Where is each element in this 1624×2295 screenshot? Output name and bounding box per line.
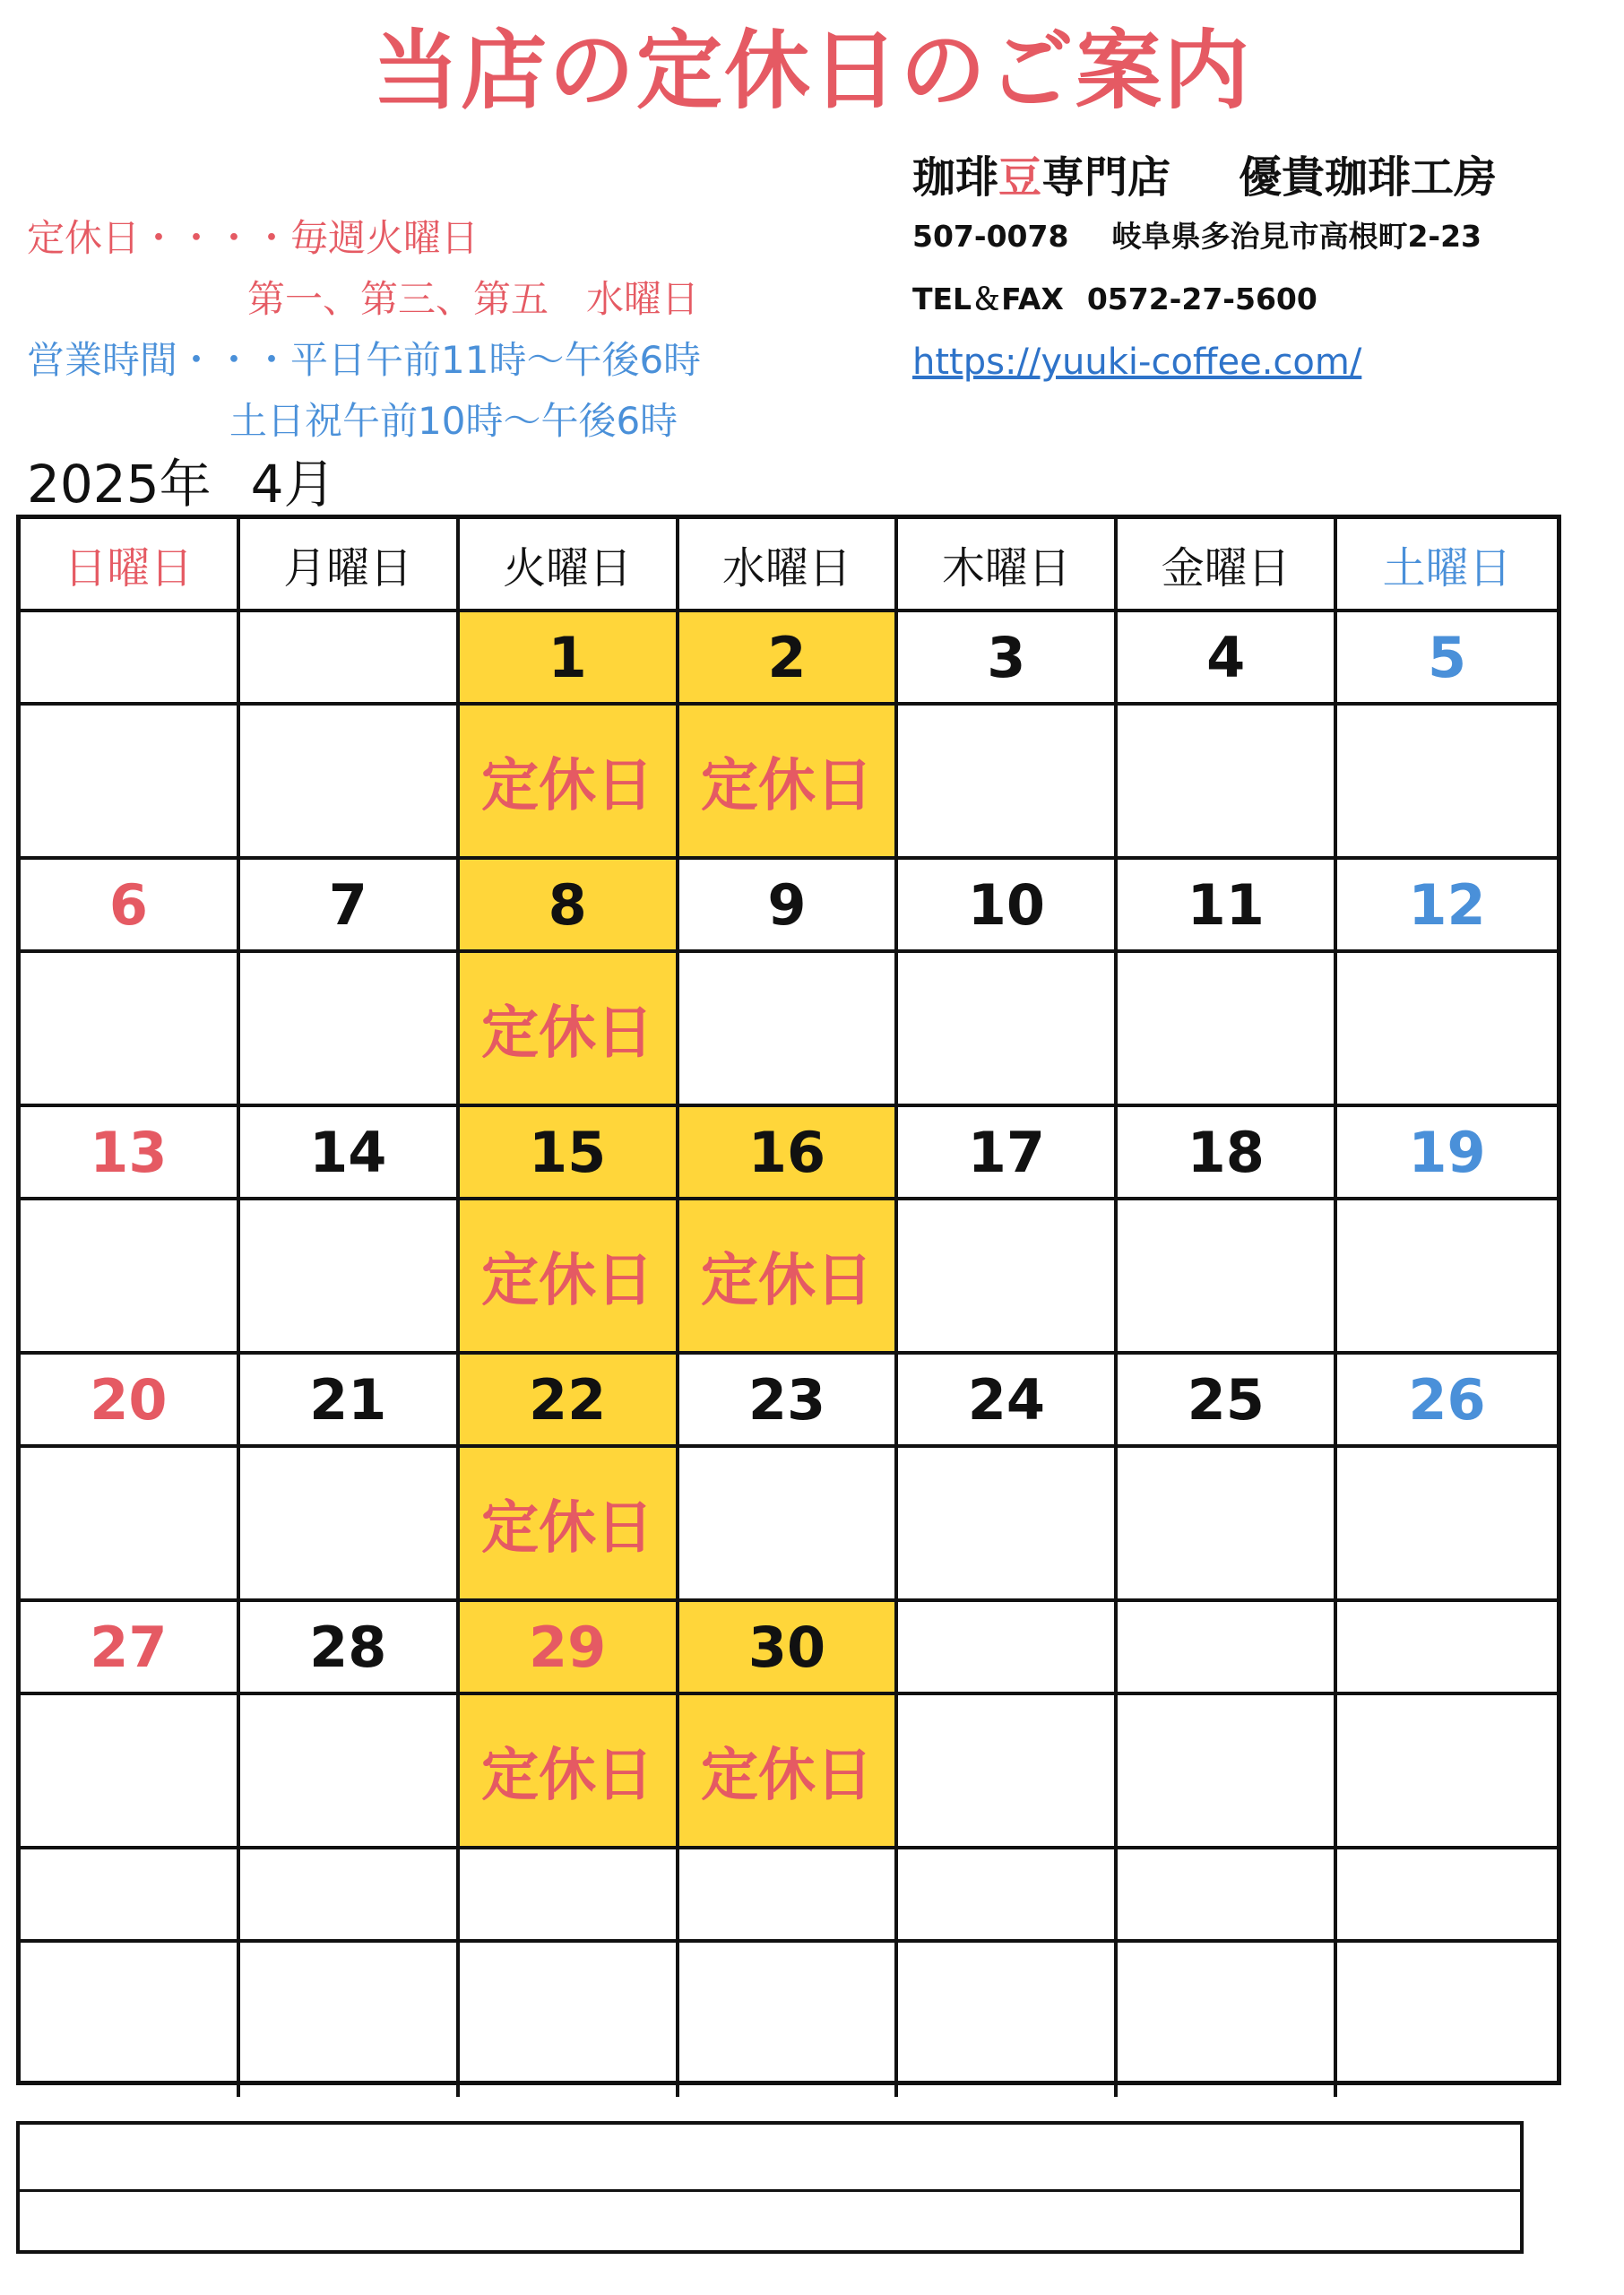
closed-day-label: 定休日 xyxy=(679,1200,899,1355)
empty-day-cell xyxy=(21,612,240,706)
calendar-grid xyxy=(16,515,1561,2085)
day-note-cell xyxy=(240,1943,460,2097)
day-note-cell xyxy=(21,706,240,860)
weekday-header: 木曜日 xyxy=(898,519,1118,612)
day-cell: 14 xyxy=(240,1107,460,1200)
day-note-cell xyxy=(898,706,1118,860)
tel-number: 0572-27-5600 xyxy=(1086,281,1317,316)
shop-name-part2: 専門店 xyxy=(1041,152,1171,203)
day-cell: 1 xyxy=(460,612,679,706)
day-note-cell xyxy=(1118,1448,1337,1602)
day-cell: 10 xyxy=(898,860,1118,953)
day-note-cell xyxy=(240,1448,460,1602)
empty-day-cell xyxy=(679,1849,899,1943)
day-cell: 11 xyxy=(1118,860,1337,953)
day-cell: 13 xyxy=(21,1107,240,1200)
shop-name-highlight: 豆 xyxy=(998,152,1042,203)
empty-day-cell xyxy=(240,612,460,706)
postal-code: 507-0078 xyxy=(912,219,1069,254)
empty-day-cell xyxy=(898,1602,1118,1695)
day-note-cell xyxy=(21,1695,240,1849)
day-note-cell xyxy=(1118,1943,1337,2097)
day-note-cell xyxy=(1337,1695,1557,1849)
closed-days-info-wednesday: 第一、第三、第五 水曜日 xyxy=(247,277,700,321)
closed-day-label: 定休日 xyxy=(460,1200,679,1355)
shop-name-part1: 珈琲 xyxy=(912,152,999,203)
day-note-cell xyxy=(1337,953,1557,1107)
day-cell: 5 xyxy=(1337,612,1557,706)
day-note-cell xyxy=(679,953,899,1107)
day-cell: 30 xyxy=(679,1602,899,1695)
shop-phone xyxy=(912,278,1317,321)
day-cell: 27 xyxy=(21,1602,240,1695)
closed-day-label: 定休日 xyxy=(679,706,899,860)
website-link[interactable]: https://yuuki-coffee.com/ xyxy=(912,342,1362,383)
notes-box xyxy=(16,2121,1524,2254)
day-cell: 4 xyxy=(1118,612,1337,706)
day-note-cell xyxy=(1118,953,1337,1107)
business-hours-weekend: 土日祝午前10時～午後6時 xyxy=(229,399,678,443)
weekday-header: 火曜日 xyxy=(460,519,679,612)
day-note-cell xyxy=(1337,1943,1557,2097)
day-note-cell xyxy=(898,1943,1118,2097)
day-note-cell xyxy=(1118,1695,1337,1849)
day-note-cell xyxy=(21,1200,240,1355)
weekday-header: 金曜日 xyxy=(1118,519,1337,612)
page-title: 当店の定休日のご案内 xyxy=(373,21,1251,121)
day-note-cell xyxy=(1337,706,1557,860)
weekday-header: 水曜日 xyxy=(679,519,899,612)
day-cell: 23 xyxy=(679,1355,899,1448)
weekday-header: 土曜日 xyxy=(1337,519,1557,612)
day-note-cell xyxy=(240,706,460,860)
day-cell: 8 xyxy=(460,860,679,953)
calendar-month-label xyxy=(27,452,336,516)
day-note-cell xyxy=(460,1943,679,2097)
weekday-header: 月曜日 xyxy=(240,519,460,612)
empty-day-cell xyxy=(1337,1602,1557,1695)
empty-day-cell xyxy=(460,1849,679,1943)
day-note-cell xyxy=(898,1200,1118,1355)
day-cell: 12 xyxy=(1337,860,1557,953)
day-note-cell xyxy=(21,1448,240,1602)
closed-day-label: 定休日 xyxy=(460,706,679,860)
day-note-cell xyxy=(1337,1448,1557,1602)
empty-day-cell xyxy=(240,1849,460,1943)
closed-day-label: 定休日 xyxy=(460,1695,679,1849)
day-cell: 17 xyxy=(898,1107,1118,1200)
empty-day-cell xyxy=(1118,1602,1337,1695)
day-note-cell xyxy=(898,1695,1118,1849)
day-cell: 19 xyxy=(1337,1107,1557,1200)
day-cell: 21 xyxy=(240,1355,460,1448)
shop-address xyxy=(912,215,1481,258)
day-cell: 20 xyxy=(21,1355,240,1448)
day-cell: 2 xyxy=(679,612,899,706)
day-cell: 3 xyxy=(898,612,1118,706)
closed-day-label: 定休日 xyxy=(679,1695,899,1849)
empty-day-cell xyxy=(898,1849,1118,1943)
day-note-cell xyxy=(21,953,240,1107)
empty-day-cell xyxy=(1118,1849,1337,1943)
day-note-cell xyxy=(21,1943,240,2097)
day-note-cell xyxy=(1118,706,1337,860)
day-note-cell xyxy=(898,1448,1118,1602)
weekday-header: 日曜日 xyxy=(21,519,240,612)
day-note-cell xyxy=(240,953,460,1107)
closed-day-label: 定休日 xyxy=(460,1448,679,1602)
day-note-cell xyxy=(1118,1200,1337,1355)
day-cell: 15 xyxy=(460,1107,679,1200)
day-cell: 16 xyxy=(679,1107,899,1200)
shop-brand: 優貴珈琲工房 xyxy=(1239,152,1498,203)
day-cell: 26 xyxy=(1337,1355,1557,1448)
tel-label: TEL＆FAX xyxy=(912,281,1064,316)
day-cell: 29 xyxy=(460,1602,679,1695)
closed-days-info: 定休日・・・・毎週火曜日 xyxy=(27,216,479,260)
notes-divider xyxy=(20,2189,1520,2192)
day-note-cell xyxy=(679,1448,899,1602)
day-note-cell xyxy=(679,1943,899,2097)
day-cell: 9 xyxy=(679,860,899,953)
day-cell: 25 xyxy=(1118,1355,1337,1448)
day-note-cell xyxy=(240,1200,460,1355)
empty-day-cell xyxy=(21,1849,240,1943)
calendar-year: 2025年 xyxy=(27,454,212,515)
day-cell: 22 xyxy=(460,1355,679,1448)
shop-name xyxy=(912,149,1497,206)
day-cell: 28 xyxy=(240,1602,460,1695)
day-note-cell xyxy=(240,1695,460,1849)
day-note-cell xyxy=(1337,1200,1557,1355)
day-cell: 6 xyxy=(21,860,240,953)
empty-day-cell xyxy=(1337,1849,1557,1943)
street-address: 岐阜県多治見市高根町2-23 xyxy=(1111,219,1482,254)
day-cell: 7 xyxy=(240,860,460,953)
day-cell: 18 xyxy=(1118,1107,1337,1200)
day-cell: 24 xyxy=(898,1355,1118,1448)
day-note-cell xyxy=(898,953,1118,1107)
calendar-month: 4月 xyxy=(250,454,336,515)
closed-day-label: 定休日 xyxy=(460,953,679,1107)
business-hours-weekday: 営業時間・・・平日午前11時～午後6時 xyxy=(27,338,702,382)
